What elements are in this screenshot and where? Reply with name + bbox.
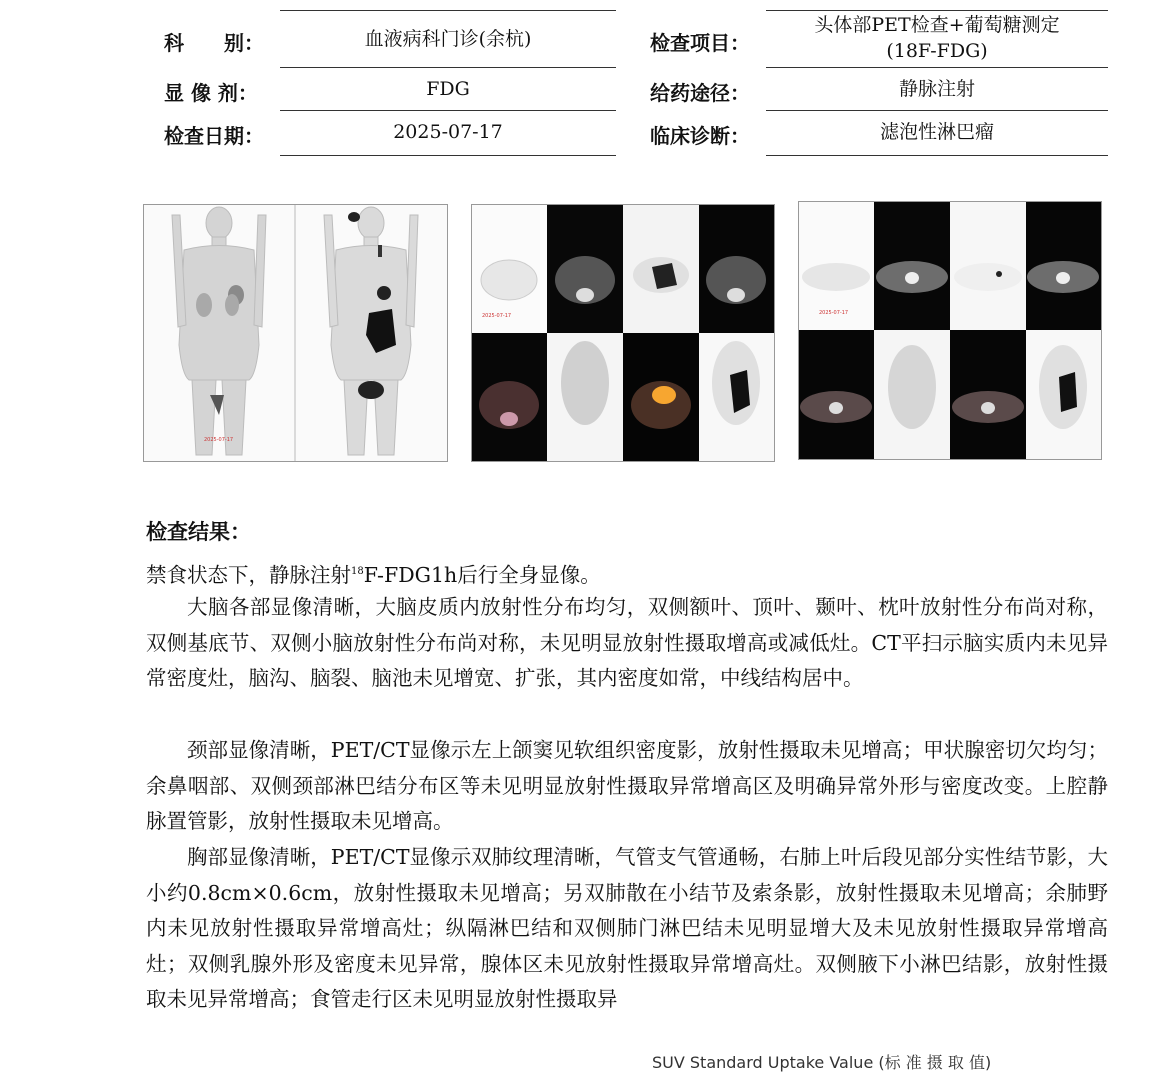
route-value-text: 静脉注射 bbox=[898, 78, 975, 100]
agent-value bbox=[280, 68, 616, 111]
grid2-date-label: 2025-07-17 bbox=[819, 310, 849, 316]
pet-mip-image bbox=[144, 205, 447, 461]
grid1-date-label: 2025-07-17 bbox=[482, 313, 512, 319]
intro-superscript: 18 bbox=[351, 566, 364, 577]
diagnosis-value bbox=[766, 111, 1108, 156]
department-label: 科 别： bbox=[164, 31, 264, 55]
date-label: 检查日期： bbox=[164, 124, 264, 148]
intro-text-before: 禁食状态下，静脉注射 bbox=[146, 562, 351, 587]
agent-label: 显 像 剂： bbox=[164, 81, 258, 105]
results-neck-paragraph: 颈部显像清晰，PET/CT显像示左上颌窦见软组织密度影，放射性摄取未见增高；甲状腺密切欠均匀；余鼻咽部、双侧颈部淋巴结分布区等未见明显放射性摄取异常增高区及明确异常外形与密度改变。上腔静脉置管影，放射性摄取未见增高。 bbox=[146, 738, 1108, 834]
diagnosis-label: 临床诊断： bbox=[650, 124, 750, 148]
department-value-text: 血液病科门诊(余杭) bbox=[364, 28, 532, 50]
footer-partial-text: SUV Standard Uptake Value (标 准 摄 取 值) bbox=[652, 1053, 992, 1072]
pet-ct-grid-panel-1 bbox=[471, 204, 775, 462]
date-value-text: 2025-07-17 bbox=[393, 121, 503, 143]
results-chest-paragraph: 胸部显像清晰，PET/CT显像示双肺纹理清晰，气管支气管通畅，右肺上叶后段见部分实性结节影，大小约0.8cm×0.6cm，放射性摄取未见增高；另双肺散在小结节及索条影，放射性摄取未见增高；余肺野内未见放射性摄取异常增高灶；纵隔淋巴结和双侧肺门淋巴结未见明显增大及未见放射性摄取异常增高灶；双侧乳腺外形及密度未见异常，腺体区未见放射性摄取异常增高灶。双侧腋下小淋巴结影，放射性摄取未见异常增高；食管走行区未见明显放射性摄取异 bbox=[146, 845, 1108, 1012]
exam-item-line2: (18F-FDG) bbox=[886, 40, 988, 62]
department-value bbox=[280, 10, 616, 68]
mip-date-label: 2025-07-17 bbox=[204, 437, 234, 443]
exam-item-value bbox=[766, 10, 1108, 68]
route-value bbox=[766, 68, 1108, 111]
results-title: 检查结果： bbox=[146, 520, 251, 544]
exam-item-label: 检查项目： bbox=[650, 31, 750, 55]
results-brain-paragraph: 大脑各部显像清晰，大脑皮质内放射性分布均匀，双侧额叶、顶叶、颞叶、枕叶放射性分布尚对称，双侧基底节、双侧小脑放射性分布尚对称，未见明显放射性摄取增高或减低灶。CT平扫示脑实质内未见异常密度灶，脑沟、脑裂、脑池未见增宽、扩张，其内密度如常，中线结构居中。 bbox=[146, 595, 1108, 691]
intro-text-after: F-FDG1h后行全身显像。 bbox=[363, 562, 601, 587]
pet-ct-grid-panel-2 bbox=[798, 201, 1102, 460]
pet-ct-grid-image-2 bbox=[799, 202, 1101, 459]
diagnosis-value-text: 滤泡性淋巴瘤 bbox=[879, 121, 994, 143]
exam-item-line1: 头体部PET检查+葡萄糖测定 bbox=[814, 14, 1060, 36]
date-value bbox=[280, 111, 616, 156]
pet-ct-grid-image-1 bbox=[472, 205, 774, 461]
agent-value-text: FDG bbox=[426, 78, 470, 100]
results-intro bbox=[146, 554, 1108, 593]
pet-mip-panel bbox=[143, 204, 448, 462]
route-label: 给药途径： bbox=[650, 81, 750, 105]
